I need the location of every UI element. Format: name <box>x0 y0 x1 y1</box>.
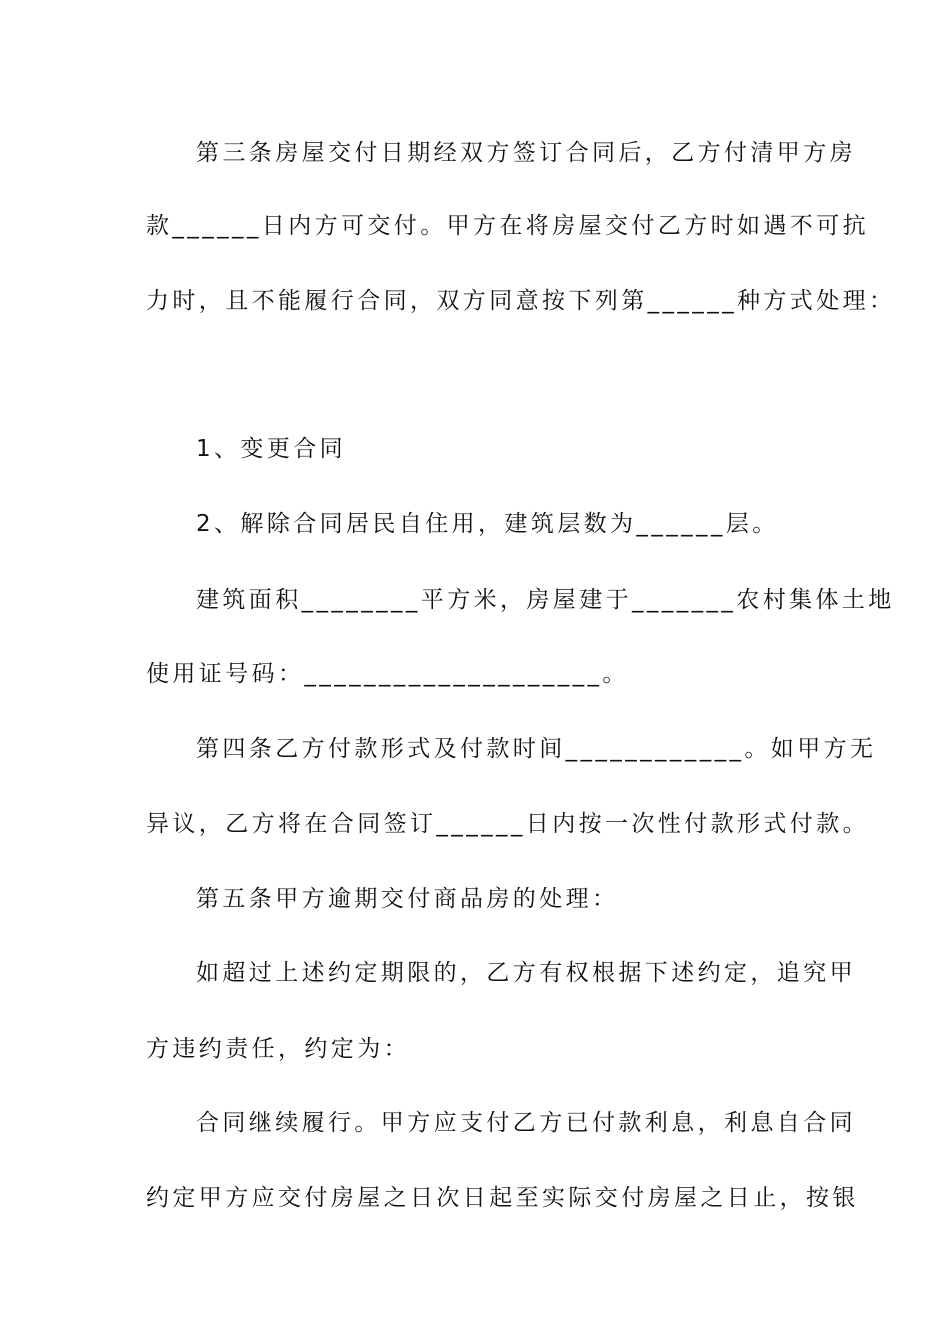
paragraph-article-5-heading: 第五条甲方逾期交付商品房的处理： <box>196 886 619 912</box>
list-item-1: 1、变更合同 <box>196 436 347 462</box>
paragraph-overdue-line-2: 方违约责任，约定为： <box>146 1036 410 1062</box>
paragraph-article-3-line-3: 力时，且不能履行合同，双方同意按下列第______种方式处理： <box>146 288 896 314</box>
paragraph-building-area-line-1: 建筑面积________平方米，房屋建于_______农村集体土地 <box>196 587 895 613</box>
paragraph-article-3-line-2: 款______日内方可交付。甲方在将房屋交付乙方时如遇不可抗 <box>146 213 869 239</box>
paragraph-article-4-line-2: 异议，乙方将在合同签订______日内按一次性付款形式付款。 <box>146 811 869 837</box>
list-item-2: 2、解除合同居民自住用，建筑层数为______层。 <box>196 511 779 537</box>
paragraph-continue-line-2: 约定甲方应交付房屋之日次日起至实际交付房屋之日止，按银 <box>146 1185 859 1211</box>
paragraph-article-4-line-1: 第四条乙方付款形式及付款时间____________。如甲方无 <box>196 736 877 762</box>
paragraph-overdue-line-1: 如超过上述约定期限的，乙方有权根据下述约定，追究甲 <box>196 960 856 986</box>
paragraph-article-3-line-1: 第三条房屋交付日期经双方签订合同后，乙方付清甲方房 <box>196 140 856 166</box>
paragraph-continue-line-1: 合同继续履行。甲方应支付乙方已付款利息，利息自合同 <box>196 1110 856 1136</box>
paragraph-building-area-line-2: 使用证号码：____________________。 <box>146 661 629 687</box>
